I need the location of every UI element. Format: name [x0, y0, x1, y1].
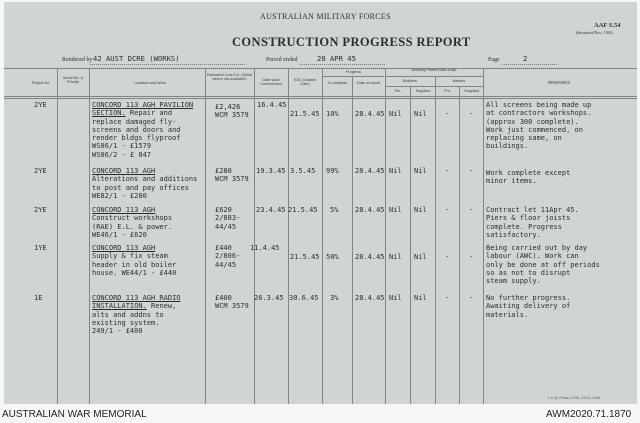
- row5-report-date: 28.4.45: [355, 294, 385, 302]
- row5-remarks: No further progress. Awaiting delivery of materials.: [486, 294, 571, 319]
- table-top-rule: [4, 68, 637, 69]
- print-note: L.H.Q. Press--1750--17/11--1944: [548, 396, 601, 400]
- col-line-7: [352, 76, 353, 404]
- row5-pct: 3%: [330, 294, 339, 302]
- row3-commenced: 23.4.45: [256, 206, 286, 214]
- rendered-by-line: [90, 64, 245, 65]
- col-supplied-1: Supplied: [415, 89, 431, 93]
- progress-subrule: [322, 76, 384, 77]
- col-serial-no: Serial No. & Priority: [62, 76, 84, 85]
- col-line-8: [385, 68, 386, 404]
- row5-title-2-rest: Renew,: [146, 302, 177, 311]
- table-header-rule: [4, 96, 637, 97]
- page-label: Page: [488, 57, 500, 63]
- col-line-5: [288, 68, 289, 404]
- row3-project: 2YE: [34, 206, 47, 214]
- row3-pnr2: -: [445, 206, 450, 214]
- col-line-2: [89, 68, 90, 404]
- footer-credit: AUSTRALIAN WAR MEMORIAL: [2, 409, 147, 420]
- col-pnr-2: Pnr.: [444, 89, 451, 93]
- col-line-6: [322, 68, 323, 404]
- builders-subrule: [385, 86, 483, 87]
- row4-pnr2: -: [445, 253, 450, 261]
- col-line-1: [57, 68, 58, 404]
- row5-title-2-underlined: INSTALLATION.: [92, 302, 147, 311]
- row1-report-date: 28.4.45: [355, 110, 385, 118]
- row2-project: 2YE: [34, 167, 47, 175]
- page-line: [502, 64, 557, 65]
- row5-commenced: 26.3.45: [254, 294, 284, 302]
- footer-accession: AWM2020.71.1870: [546, 409, 632, 420]
- row4-work: Supply & fix steam header in old boiler house. WE44/1 - £440: [92, 252, 177, 277]
- row5-work: alts and addns to existing system. 249/1 - £400: [92, 310, 164, 336]
- row5-title: CONCORD 113 AGH RADIO: [92, 294, 181, 302]
- row5-project: 1E: [34, 294, 43, 302]
- col-project-no: Project No.: [31, 81, 51, 85]
- col-working-parties: Working Parties Man-Days: [411, 68, 457, 72]
- row1-title-2-underlined: SECTION.: [92, 109, 126, 118]
- row1-edc: 21.5.45: [290, 110, 320, 118]
- row2-pnr1: Nil: [389, 167, 402, 175]
- row2-sup2: -: [469, 167, 474, 175]
- col-line-11: [459, 86, 460, 404]
- period-label: Period ended: [266, 57, 298, 63]
- row5-cost: £400 WCM 3579: [215, 294, 249, 311]
- col-remarks: REMARKS: [547, 80, 571, 85]
- row5-title-2: [92, 302, 176, 310]
- row3-report-date: 28.4.45: [355, 206, 385, 214]
- row2-edc: 3.5.45: [290, 167, 316, 175]
- row3-work: Construct workshops (RAE) E.L. & power. WE46/1 - £620: [92, 214, 173, 239]
- row4-project: 1YE: [34, 244, 47, 252]
- row3-pnr1: Nil: [389, 206, 402, 214]
- row3-cost: £620 2/883- 44/45: [215, 206, 241, 231]
- row1-pct: 10%: [326, 110, 339, 118]
- row2-pct: 99%: [326, 167, 339, 175]
- working-subrule: [385, 76, 483, 77]
- row2-work: Alterations and additions to post and pay offices WE82/1 - £280: [92, 175, 198, 200]
- col-line-3: [205, 68, 206, 404]
- period-line: [300, 64, 385, 65]
- col-line-4: [254, 68, 255, 404]
- row5-edc: 30.6.45: [289, 294, 319, 302]
- period-value: 28 APR 45: [317, 54, 356, 63]
- row1-commenced: 16.4.45: [257, 101, 287, 109]
- row4-cost: £440 2/806- 44/45: [215, 244, 241, 269]
- row1-work: replace damaged fly- screens and doors and render bldgs flyproof WS06/1 - £1579 WS06/2 - £ 847: [92, 117, 181, 159]
- row2-remarks: Work complete except minor items.: [486, 169, 571, 186]
- col-estimated-cost: Estimated Cost F.A. (Serial where not available): [206, 73, 253, 82]
- row2-pnr2: -: [445, 167, 450, 175]
- row3-pct: 5%: [330, 206, 339, 214]
- form-code: AAF S.54: [594, 22, 621, 29]
- row4-pnr1: Nil: [389, 253, 402, 261]
- row1-title-2-rest: Repair and: [125, 109, 173, 118]
- col-line-10: [435, 76, 436, 404]
- row1-sup1: Nil: [414, 110, 427, 118]
- row1-pnr1: Nil: [389, 110, 402, 118]
- row4-report-date: 28.4.45: [355, 253, 385, 261]
- row1-pnr2: -: [445, 110, 450, 118]
- row2-commenced: 19.3.45: [256, 167, 286, 175]
- row1-title: CONCORD 113 AGH PAVILION: [92, 101, 194, 109]
- row1-cost: £2,426 WCM 3579: [215, 103, 249, 120]
- report-title: CONSTRUCTION PROGRESS REPORT: [232, 35, 471, 49]
- row4-pct: 50%: [326, 253, 339, 261]
- row5-pnr1: Nil: [389, 294, 402, 302]
- row1-project: 2YE: [34, 101, 47, 109]
- page-value: 2: [523, 54, 528, 63]
- col-edc: EDC (Usable Date): [293, 78, 317, 87]
- row3-edc: 21.5.45: [288, 206, 318, 214]
- rendered-by-label: Rendered by: [62, 57, 93, 63]
- row5-pnr2: -: [445, 294, 450, 302]
- row2-report-date: 28.4.45: [355, 167, 385, 175]
- row1-title-2: [92, 109, 172, 117]
- row4-sup1: Nil: [414, 253, 427, 261]
- col-line-9: [410, 86, 411, 404]
- row4-sup2: -: [469, 253, 474, 261]
- row5-sup2: -: [469, 294, 474, 302]
- col-date-of-report: Date of report: [356, 81, 381, 85]
- rendered-by-value: 42 AUST DCRE (WORKS): [93, 54, 180, 63]
- col-location: Location and Work: [134, 81, 166, 85]
- col-line-12: [483, 68, 484, 404]
- row4-commenced: 11.4.45: [250, 244, 280, 252]
- row1-remarks: All screens being made up at contractors workshops. (approx 300 complete). Work just commenced, on replacing same, on buildings.: [486, 101, 592, 151]
- row2-cost: £280 WCM 3579: [215, 167, 249, 184]
- org-heading: AUSTRALIAN MILITARY FORCES: [260, 12, 391, 21]
- row3-remarks: Contract let 11Apr 45. Piers & floor joists complete. Progress satisfactory.: [486, 206, 579, 239]
- row3-sup1: Nil: [414, 206, 427, 214]
- row4-remarks: Being carried out by day labour (AWC). Work can only be done at off periods so as not to disrupt steam supply.: [486, 244, 600, 286]
- col-pct-complete: % complete: [327, 81, 348, 85]
- row3-title: CONCORD 113 AGH: [92, 206, 156, 214]
- col-date-commenced: Date work Commenced: [260, 78, 282, 87]
- row5-sup1: Nil: [414, 294, 427, 302]
- row4-edc: 21.5.45: [290, 253, 320, 261]
- row1-sup2: -: [469, 110, 474, 118]
- row3-sup2: -: [469, 206, 474, 214]
- table-header-rule-2: [4, 98, 637, 99]
- col-progress: Progress: [345, 70, 362, 74]
- form-note: (Introduced Nov., 1943): [576, 31, 613, 35]
- col-builders: Builders: [403, 79, 417, 83]
- col-natives: Natives: [452, 79, 466, 83]
- col-supplied-2: Supplied: [464, 89, 479, 93]
- row2-sup1: Nil: [414, 167, 427, 175]
- row2-title: CONCORD 113 AGH: [92, 167, 156, 175]
- col-pnr-1: Pnr.: [394, 89, 402, 93]
- row4-title: CONCORD 113 AGH: [92, 244, 156, 252]
